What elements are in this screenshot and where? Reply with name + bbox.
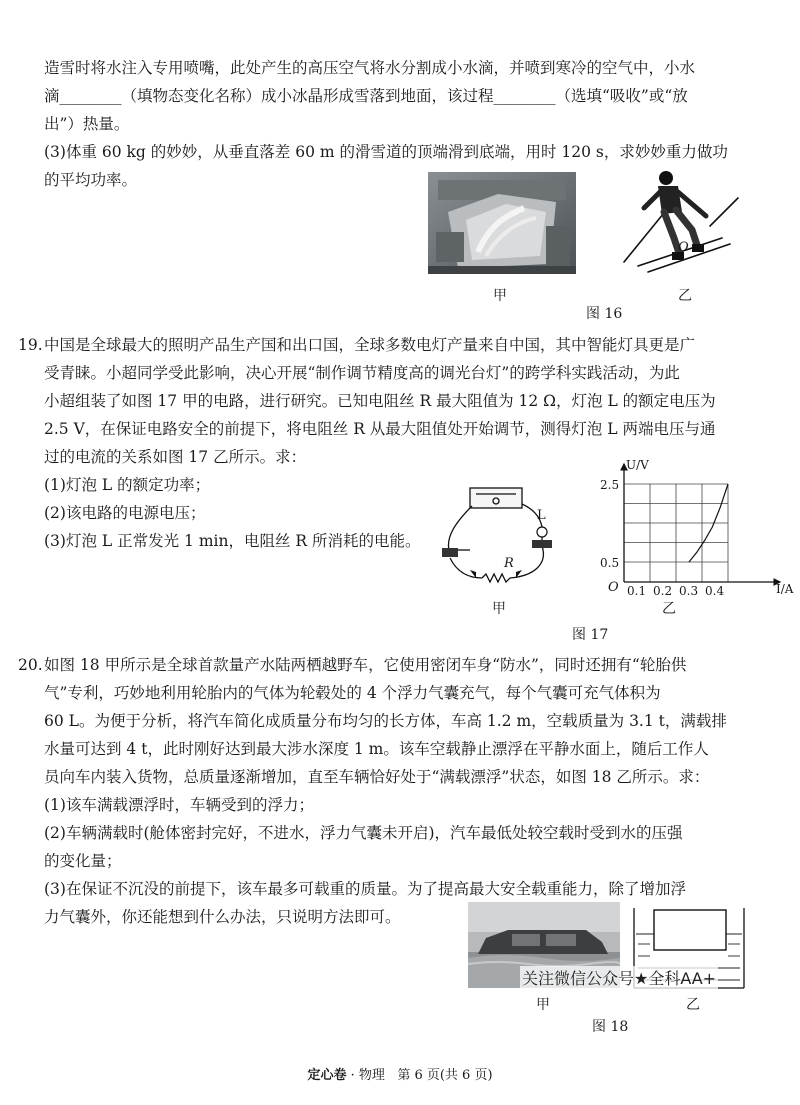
x-tick-label: 0.4 <box>705 584 725 598</box>
y-tick-label: 0.5 <box>600 556 620 570</box>
text-line: 滴________（填物态变化名称）成小冰晶形成雪落到地面，该过程________（选填“吸收”或“放 <box>44 87 688 105</box>
page-footer <box>0 1064 800 1083</box>
text-line: 水量可达到 4 t，此时刚好达到最大涉水深度 1 m。该车空载静止漂浮在平静水面上，随后工作人 <box>44 740 709 758</box>
text-line: 造雪时将水注入专用喷嘴，此处产生的高压空气将水分割成小水滴，并喷到寒冷的空气中，小水 <box>44 59 696 77</box>
point-o-label: O <box>678 240 689 255</box>
footer-subject: 物理 <box>358 1068 385 1083</box>
text-line: 2.5 V，在保证电路安全的前提下，将电阻丝 R 从最大阻值处开始调节，测得灯泡 L 两端电压与通 <box>44 420 716 438</box>
sub-question: (2)该电路的电源电压； <box>44 504 206 522</box>
text-line: 小超组装了如图 17 甲的电路，进行研究。已知电阻丝 R 最大阻值为 12 Ω，灯泡 L 的额定电压为 <box>44 392 716 410</box>
figure-label-jia: 甲 <box>493 288 507 304</box>
text-line: 如图 18 甲所示是全球首款量产水陆两栖越野车，它使用密闭车身“防水”，同时还拥有“轮胎供 <box>44 656 687 674</box>
sub-question: (1)该车满载漂浮时，车辆受到的浮力； <box>44 796 314 814</box>
sub-question: 力气囊外，你还能想到什么办法，只说明方法即可。 <box>44 908 401 926</box>
text-line: 出”）热量。 <box>44 115 130 133</box>
text-line: 过的电流的关系如图 17 乙所示。求： <box>44 448 307 466</box>
figure-label-yi: 乙 <box>678 288 692 304</box>
text-line: (3)体重 60 kg 的妙妙，从垂直落差 60 m 的滑雪道的顶端滑到底端，用时 120 s，求妙妙重力做功 <box>44 143 728 161</box>
text-line: 60 L。为便于分析，将汽车简化成质量分布均匀的长方体，车高 1.2 m，空载质量为 3.1 t，满载排 <box>44 712 727 730</box>
ui-graph <box>600 456 794 606</box>
y-tick-label: 2.5 <box>600 478 620 492</box>
question-number: 19. <box>18 336 43 354</box>
sub-question: (3)灯泡 L 正常发光 1 min，电阻丝 R 所消耗的电能。 <box>44 532 421 550</box>
figure-caption: 图 16 <box>586 306 623 322</box>
figure-label-jia: 甲 <box>492 601 506 617</box>
sub-question: 的变化量； <box>44 852 122 870</box>
sub-question: (2)车辆满载时(舱体密封完好，不进水，浮力气囊未开启)，汽车最低处较空载时受到水的压强 <box>44 824 683 842</box>
x-tick-label: 0.2 <box>653 584 673 598</box>
figure-caption: 图 18 <box>592 1019 629 1035</box>
text-line: 中国是全球最大的照明产品生产国和出口国，全球多数电灯产量来自中国，其中智能灯具更是广 <box>44 336 696 354</box>
text-line: 气”专利，巧妙地利用轮胎内的气体为轮毂处的 4 个浮力气囊充气，每个气囊可充气体积为 <box>44 684 661 702</box>
figure-caption: 图 17 <box>572 627 609 643</box>
footer-brand: 定心卷 <box>307 1068 347 1083</box>
y-axis-label: U/V <box>626 458 649 472</box>
sub-question: (3)在保证不沉没的前提下，该车最多可载重的质量。为了提高最大安全载重能力，除了增加浮 <box>44 880 686 898</box>
text-line: 员向车内装入货物，总质量逐渐增加，直至车辆恰好处于“满载漂浮”状态，如图 18 乙所示。求： <box>44 768 710 786</box>
origin-label: O <box>608 580 619 595</box>
text-line: 的平均功率。 <box>44 171 138 189</box>
circuit-diagram <box>436 482 568 588</box>
figure-label-jia: 甲 <box>536 997 550 1013</box>
sub-question: (1)灯泡 L 的额定功率； <box>44 476 211 494</box>
footer-page-number: 第 6 页(共 6 页) <box>397 1068 493 1083</box>
x-tick-label: 0.1 <box>627 584 647 598</box>
footer-dot: · <box>350 1068 355 1083</box>
skier-figure <box>618 168 742 276</box>
text-line: 受青睐。小超同学受此影响，决心开展“制作调节精度高的调光台灯”的跨学科实践活动，为此 <box>44 364 680 382</box>
lamp-label: L <box>537 508 546 523</box>
ski-venue-photo <box>428 172 576 274</box>
x-axis-label: I/A <box>776 582 794 596</box>
watermark-text: 关注微信公众号★全科AA+ <box>520 966 718 989</box>
figure-label-yi: 乙 <box>662 601 676 617</box>
question-number: 20. <box>18 656 43 674</box>
x-tick-label: 0.3 <box>679 584 699 598</box>
resistor-label: R <box>504 556 514 571</box>
figure-label-yi: 乙 <box>686 997 700 1013</box>
